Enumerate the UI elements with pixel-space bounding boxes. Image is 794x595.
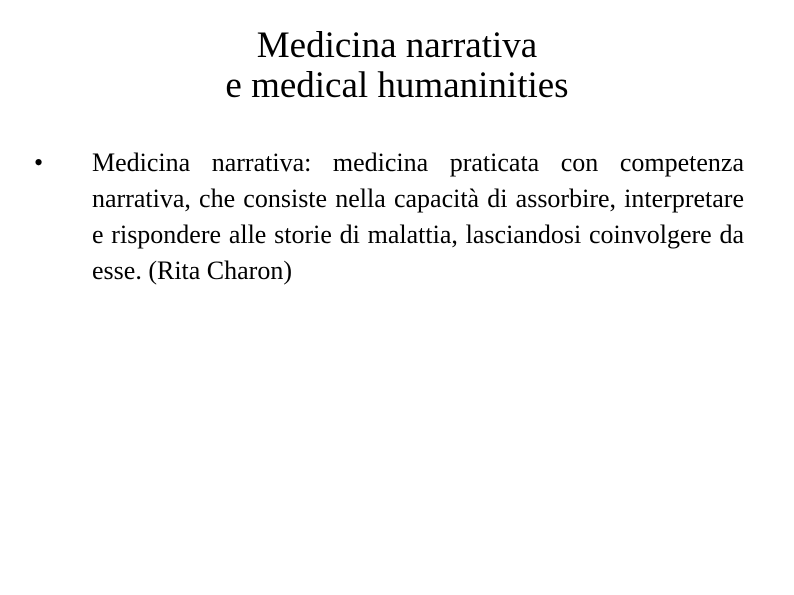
- title-line-1: Medicina narrativa: [256, 25, 538, 66]
- slide-title: [0, 26, 794, 106]
- title-line-2: e medical humaninities: [225, 65, 569, 106]
- bullet-marker: •: [34, 148, 44, 177]
- bullet-text: Medicina narrativa: medicina praticata con competenza narrativa, che consiste nella capacità di assorbire, interpretare e rispondere alle storie di malattia, lasciandosi coinvolgere da esse. (Rita Charon): [92, 148, 744, 285]
